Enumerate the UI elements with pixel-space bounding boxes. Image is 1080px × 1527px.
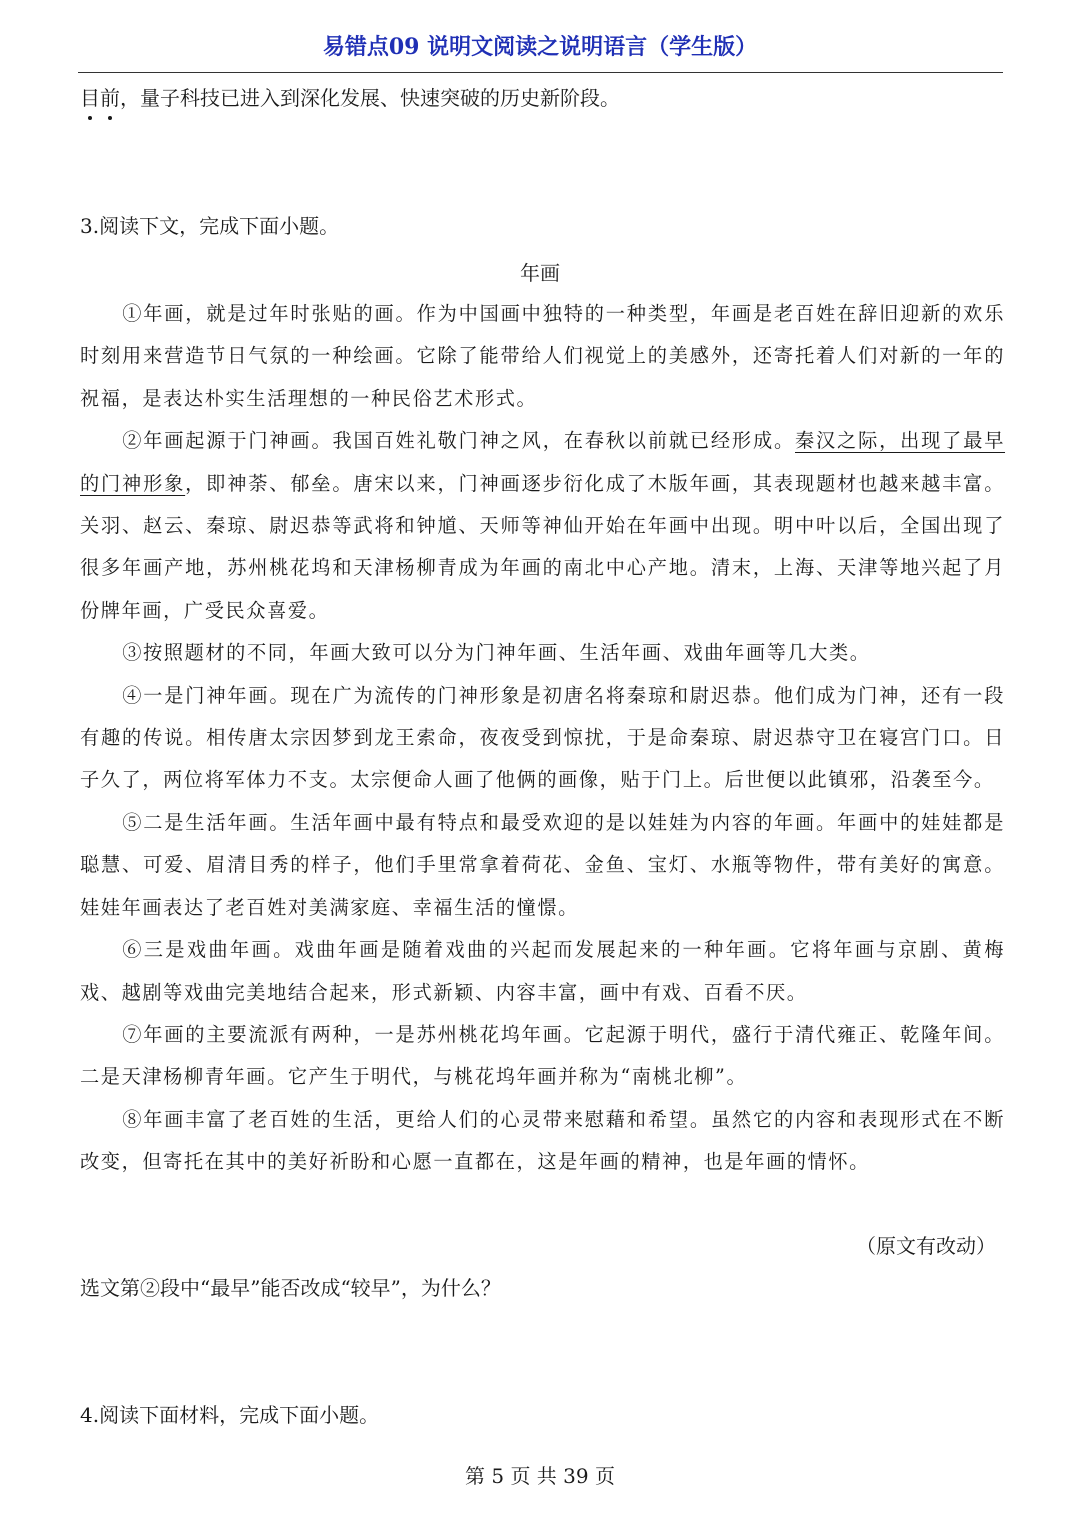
essay-title: 年画: [520, 261, 560, 285]
underlined-sentence: 秦汉之际，出现了最早的门神形象: [80, 429, 1006, 495]
emphasis-dot-char: 目: [80, 86, 100, 110]
question-3-heading: 3.阅读下文，完成下面小题。: [80, 214, 340, 238]
essay-paragraph-7: ⑦年画的主要流派有两种，一是苏州桃花坞年画。它起源于明代，盛行于清代雍正、乾隆年间。二是天津杨柳青年画。它产生于明代，与桃花坞年画并称为“南桃北柳”。: [80, 1022, 1005, 1089]
essay-paragraph-6: ⑥三是戏曲年画。戏曲年画是随着戏曲的兴起而发展起来的一种年画。它将年画与京剧、黄梅戏、越剧等戏曲完美地结合起来，形式新颖、内容丰富，画中有戏、百看不厌。: [80, 938, 1005, 1004]
essay-paragraph-2: [80, 420, 1005, 632]
essay-paragraph-1: ①年画，就是过年时张贴的画。作为中国画中独特的一种类型，年画是老百姓在辞旧迎新的欢乐时刻用来营造节日气氛的一种绘画。它除了能带给人们视觉上的美感外，还寄托着人们对新的一年的祝福，是表达朴实生活理想的一种民俗艺术形式。: [80, 302, 1005, 410]
header-divider: [78, 72, 1003, 73]
question-4-heading: 4.阅读下面材料，完成下面小题。: [80, 1403, 380, 1427]
paragraph-2-text-a: ②年画起源于门神画。我国百姓礼敬门神之风，在春秋以前就已经形成。: [122, 429, 795, 453]
document-header-title: 易错点09 说明文阅读之说明语言（学生版）: [322, 34, 758, 60]
paragraph-2-text-b: ，即神荼、郁垒。唐宋以来，门神画逐步衍化成了木版年画，其表现题材也越来越丰富。关羽、赵云、秦琼、尉迟恭等武将和钟馗、天师等神仙开始在年画中出现。明中叶以后，全国出现了很多年画产地，苏州桃花坞和天津杨柳青成为年画的南北中心产地。清末，上海、天津等地兴起了月份牌年画，广受民众喜爱。: [80, 471, 1005, 622]
essay-paragraph-5: ⑤二是生活年画。生活年画中最有特点和最受欢迎的是以娃娃为内容的年画。年画中的娃娃都是聪慧、可爱、眉清目秀的样子，他们手里常拿着荷花、金鱼、宝灯、水瓶等物件，带有美好的寓意。娃娃年画表达了老百姓对美满家庭、幸福生活的憧憬。: [80, 810, 1005, 919]
essay-paragraph-8: ⑧年画丰富了老百姓的生活，更给人们的心灵带来慰藉和希望。虽然它的内容和表现形式在不断改变，但寄托在其中的美好祈盼和心愿一直都在，这是年画的精神，也是年画的情怀。: [80, 1107, 1005, 1174]
intro-sentence: [80, 84, 620, 112]
question-3-prompt: 选文第②段中“最早”能否改成“较早”，为什么？: [80, 1276, 501, 1300]
essay-paragraph-3: ③按照题材的不同，年画大致可以分为门神年画、生活年画、戏曲年画等几大类。: [122, 641, 871, 665]
source-note: （原文有改动）: [856, 1234, 996, 1258]
emphasis-dot-char: 前: [100, 86, 120, 110]
intro-text: ，量子科技已进入到深化发展、快速突破的历史新阶段。: [120, 86, 620, 110]
essay-body: [80, 293, 1005, 1184]
essay-paragraph-4: ④一是门神年画。现在广为流传的门神形象是初唐名将秦琼和尉迟恭。他们成为门神，还有一段有趣的传说。相传唐太宗因梦到龙王索命，夜夜受到惊扰，于是命秦琼、尉迟恭守卫在寝宫门口。日子久了，两位将军体力不支。太宗便命人画了他俩的画像，贴于门上。后世便以此镇邪，沿袭至今。: [80, 683, 1005, 792]
page-number: 第 5 页 共 39 页: [465, 1464, 615, 1488]
